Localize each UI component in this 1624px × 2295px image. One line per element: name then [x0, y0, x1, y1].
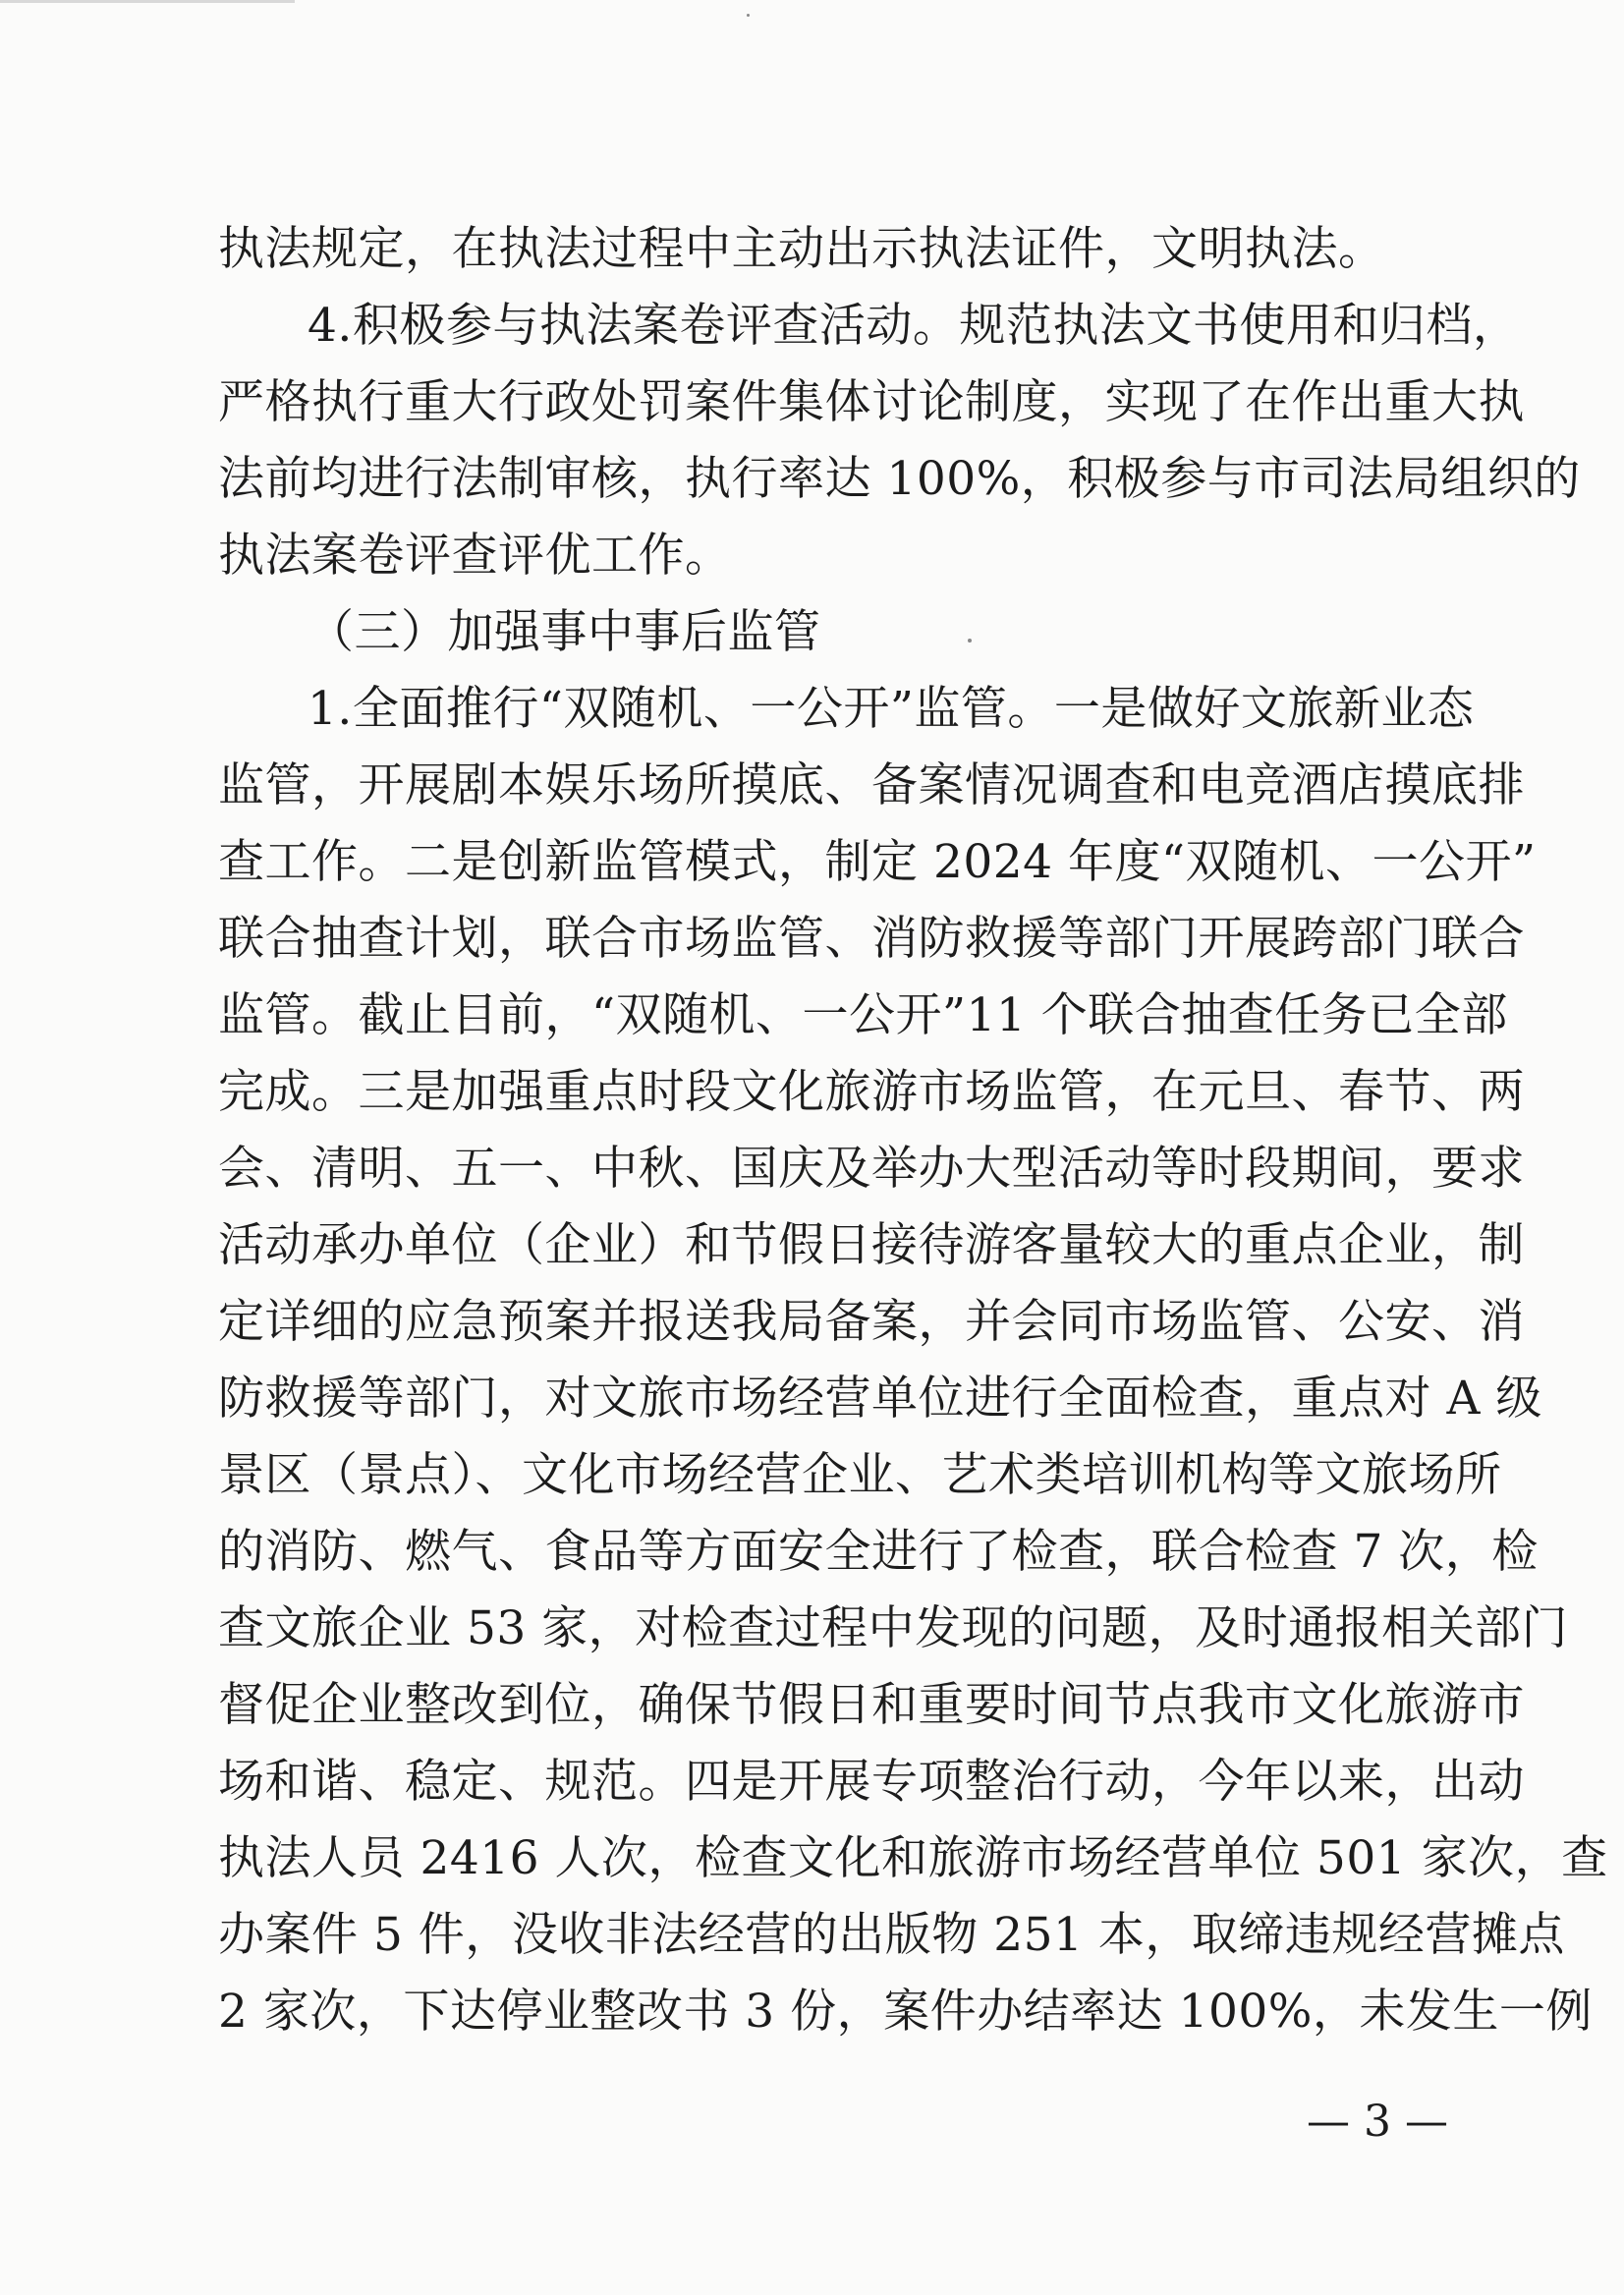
section-heading: （三）加强事中事后监管	[308, 605, 821, 659]
text-line-10: 联合抽查计划，联合市场监管、消防救援等部门开展跨部门联合	[218, 912, 1525, 966]
scan-speck	[747, 14, 750, 17]
text-line-5: 执法案卷评查评优工作。	[218, 529, 732, 583]
text-line-22: 执法人员 2416 人次，检查文化和旅游市场经营单位 501 家次，查	[218, 1831, 1608, 1885]
text-line-17: 景区（景点）、文化市场经营企业、艺术类培训机构等文旅场所	[218, 1448, 1502, 1502]
page-number: — 3 —	[1307, 2097, 1448, 2147]
text-line-4: 法前均进行法制审核，执行率达 100%，积极参与市司法局组织的	[218, 452, 1581, 506]
text-line-11: 监管。截止目前，“双随机、一公开”11 个联合抽查任务已全部	[218, 988, 1508, 1042]
text-line-7: 1.全面推行“双随机、一公开”监管。一是做好文旅新业态	[308, 682, 1475, 736]
scan-edge	[0, 0, 295, 3]
text-line-20: 督促企业整改到位，确保节假日和重要时间节点我市文化旅游市	[218, 1678, 1525, 1732]
text-line-14: 活动承办单位（企业）和节假日接待游客量较大的重点企业，制	[218, 1218, 1525, 1272]
text-line-21: 场和谐、稳定、规范。四是开展专项整治行动，今年以来，出动	[218, 1755, 1525, 1809]
text-line-15: 定详细的应急预案并报送我局备案，并会同市场监管、公安、消	[218, 1295, 1525, 1349]
text-line-24: 2 家次，下达停业整改书 3 份，案件办结率达 100%，未发生一例	[218, 1985, 1593, 2039]
text-line-18: 的消防、燃气、食品等方面安全进行了检查，联合检查 7 次，检	[218, 1525, 1539, 1579]
text-line-9: 查工作。二是创新监管模式，制定 2024 年度“双随机、一公开”	[218, 835, 1537, 889]
text-line-19: 查文旅企业 53 家，对检查过程中发现的问题，及时通报相关部门	[218, 1601, 1569, 1655]
text-line-8: 监管，开展剧本娱乐场所摸底、备案情况调查和电竞酒店摸底排	[218, 758, 1525, 812]
scan-speck	[968, 639, 972, 643]
text-line-13: 会、清明、五一、中秋、国庆及举办大型活动等时段期间，要求	[218, 1142, 1525, 1196]
text-line-12: 完成。三是加强重点时段文化旅游市场监管，在元旦、春节、两	[218, 1065, 1525, 1119]
text-line-23: 办案件 5 件，没收非法经营的出版物 251 本，取缔违规经营摊点	[218, 1908, 1565, 1962]
text-line-16: 防救援等部门，对文旅市场经营单位进行全面检查，重点对 A 级	[218, 1371, 1542, 1426]
text-line-1: 执法规定，在执法过程中主动出示执法证件，文明执法。	[218, 222, 1385, 276]
text-line-2: 4.积极参与执法案卷评查活动。规范执法文书使用和归档，	[308, 299, 1520, 353]
text-line-3: 严格执行重大行政处罚案件集体讨论制度，实现了在作出重大执	[218, 375, 1525, 429]
